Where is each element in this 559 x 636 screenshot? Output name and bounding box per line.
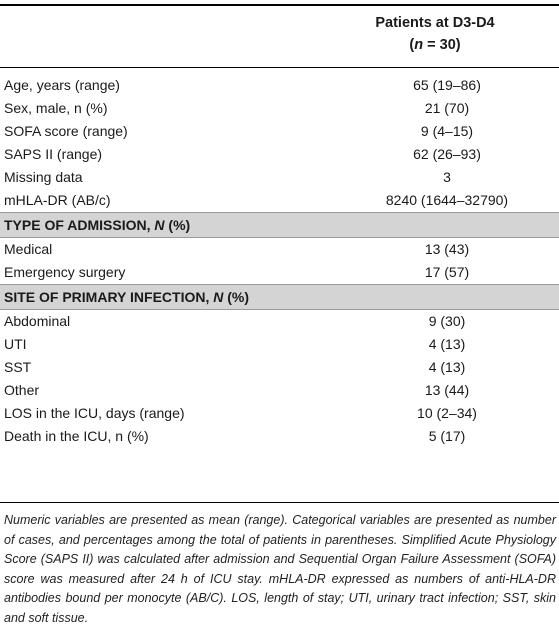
row-label: UTI [4,336,27,352]
row-label: Medical [4,241,53,257]
table-row [0,74,559,97]
table-row [0,402,559,425]
column-header-title: Patients at D3-D4 [375,15,495,31]
row-label: SST [4,359,32,375]
table-row [0,425,559,448]
table-row [0,261,559,285]
table-row [0,310,559,334]
row-label: Emergency surgery [4,264,126,280]
row-value: 21 (70) [424,100,470,116]
row-value: 4 (13) [428,359,466,375]
row-value: 65 (19–86) [413,77,481,93]
row-label: Missing data [4,169,83,185]
data-table [0,74,559,448]
top-rule [0,4,559,6]
row-label: Other [4,382,40,398]
row-value: 13 (43) [424,241,470,257]
row-label: LOS in the ICU, days (range) [4,405,185,421]
row-value: 13 (44) [424,382,470,398]
row-label: Death in the ICU, n (%) [4,428,149,444]
section-title: TYPE OF ADMISSION, N (%) [0,213,559,238]
table-row [0,238,559,262]
row-label: Abdominal [4,313,71,329]
column-header-n: (n = 30) [409,37,461,53]
row-label: SAPS II (range) [4,146,103,162]
row-value: 9 (4–15) [420,123,474,139]
table-row [0,120,559,143]
header-rule [0,67,559,68]
row-value: 4 (13) [428,336,466,352]
table-row [0,379,559,402]
section-header-infection [0,285,559,310]
table-row [0,97,559,120]
row-value: 8240 (1644–32790) [385,192,509,208]
row-value: 62 (26–93) [413,146,481,162]
row-value: 10 (2–34) [417,405,477,421]
bottom-rule [0,502,559,503]
table-row [0,356,559,379]
row-value: 9 (30) [428,313,466,329]
row-label: SOFA score (range) [4,123,128,139]
section-title: SITE OF PRIMARY INFECTION, N (%) [0,285,559,310]
row-label: Sex, male, n (%) [4,100,108,116]
table-row [0,143,559,166]
row-value: 3 [443,169,451,185]
table-row [0,333,559,356]
row-label: mHLA-DR (AB/c) [4,192,111,208]
table-footnote: Numeric variables are presented as mean (range). Categorical variables are presented as number of cases, and percentages among the total of patients in parentheses. Simplified Acute Physiology Score (SAPS II) was calculated after admission and Sequential Organ Failure Assessment (SOFA) score was measured after 24 h of ICU stay. mHLA-DR expressed as numbers of anti-HLA-DR antibodies bound per monocyte (AB/C). LOS, length of stay; UTI, urinary tract infection; SST, skin and soft tissue. [4,513,556,625]
row-value: 17 (57) [424,264,470,280]
table-row [0,189,559,213]
column-header [335,12,535,56]
table-row [0,166,559,189]
section-header-admission [0,213,559,238]
row-value: 5 (17) [428,428,466,444]
row-label: Age, years (range) [4,77,120,93]
